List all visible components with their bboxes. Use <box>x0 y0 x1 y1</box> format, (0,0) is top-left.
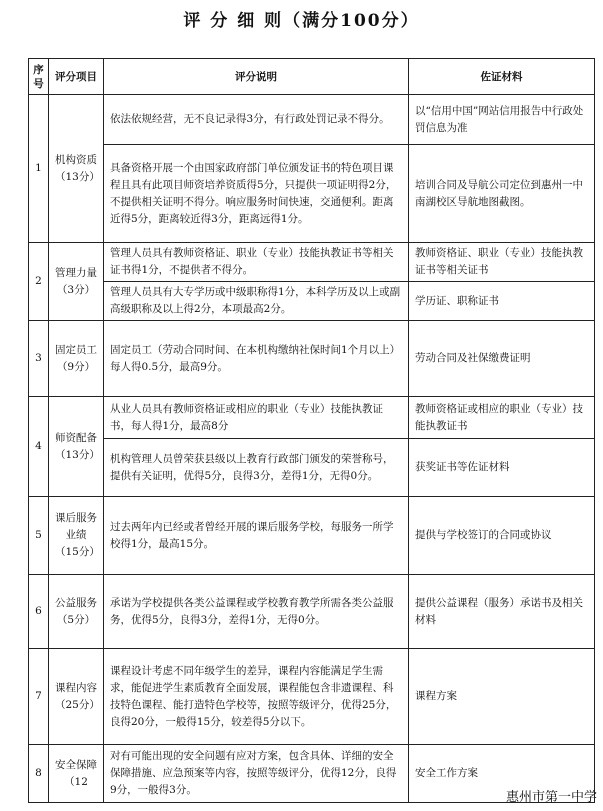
evidence-material: 提供与学校签订的合同或协议 <box>409 497 595 575</box>
evidence-material: 课程方案 <box>409 649 595 745</box>
scoring-table <box>28 58 595 803</box>
evidence-material: 教师资格证、职业（专业）技能执教证书等相关证书 <box>409 243 595 282</box>
evidence-material: 培训合同及导航公司定位到惠州一中南湖校区导航地图截图。 <box>409 145 595 243</box>
table-header-row <box>29 59 595 95</box>
score-description: 固定员工（劳动合同时间、在本机构缴纳社保时间1个月以上）每人得0.5分，最高9分。 <box>104 321 409 397</box>
row-number: 5 <box>29 497 49 575</box>
table-row <box>29 649 595 745</box>
evidence-material: 学历证、职称证书 <box>409 282 595 321</box>
row-number: 3 <box>29 321 49 397</box>
score-item: 公益服务（5分） <box>49 575 104 649</box>
table-row <box>29 497 595 575</box>
header-item: 评分项目 <box>49 59 104 95</box>
score-description: 承诺为学校提供各类公益课程或学校教育教学所需各类公益服务，优得5分，良得3分，差得1分，无得0分。 <box>104 575 409 649</box>
score-item: 机构资质（13分） <box>49 95 104 243</box>
evidence-material: 教师资格证或相应的职业（专业）技能执教证书 <box>409 397 595 439</box>
evidence-material: 提供公益课程（服务）承诺书及相关材料 <box>409 575 595 649</box>
evidence-material: 安全工作方案 <box>409 745 595 803</box>
table-row <box>29 145 595 243</box>
row-number: 2 <box>29 243 49 321</box>
header-desc: 评分说明 <box>104 59 409 95</box>
table-row <box>29 321 595 397</box>
page-title: 评 分 细 则（满分100分） <box>183 11 420 31</box>
score-item: 安全保障（12 <box>49 745 104 803</box>
score-item: 课程内容（25分） <box>49 649 104 745</box>
score-description: 具备资格开展一个由国家政府部门单位颁发证书的特色项目课程且具有此项目师资培养资质得5分，只提供一项证明得2分，不提供相关证明不得分。响应服务时间快速，交通便利。距离近得5分，距离较近得3分，距离远得1分。 <box>104 145 409 243</box>
header-no: 序号 <box>29 59 49 95</box>
score-item: 固定员工（9分） <box>49 321 104 397</box>
row-number: 6 <box>29 575 49 649</box>
score-description: 对有可能出现的安全问题有应对方案，包含具体、详细的安全保障措施、应急预案等内容，按照等级评分，优得12分，良得9分，一般得3分。 <box>104 745 409 803</box>
score-description: 课程设计考虑不同年级学生的差异，课程内容能满足学生需求，能促进学生素质教育全面发展，课程能包含非遗课程、科技特色课程、能打造特色学校等，按照等级评分，优得25分，良得20分，一般得15分，较差得5分以下。 <box>104 649 409 745</box>
score-description: 过去两年内已经或者曾经开展的课后服务学校，每服务一所学校得1分，最高15分。 <box>104 497 409 575</box>
row-number: 8 <box>29 745 49 803</box>
evidence-material: 劳动合同及社保缴费证明 <box>409 321 595 397</box>
table-row <box>29 439 595 497</box>
row-number: 1 <box>29 95 49 243</box>
score-item: 师资配备（13分） <box>49 397 104 497</box>
score-description: 依法依规经营，无不良记录得3分，有行政处罚记录不得分。 <box>104 95 409 145</box>
evidence-material: 获奖证书等佐证材料 <box>409 439 595 497</box>
evidence-material: 以“信用中国”网站信用报告中行政处罚信息为准 <box>409 95 595 145</box>
header-evidence: 佐证材料 <box>409 59 595 95</box>
score-description: 管理人员具有大专学历或中级职称得1分，本科学历及以上或副高级职称及以上得2分，本项最高2分。 <box>104 282 409 321</box>
table-row <box>29 95 595 145</box>
score-item: 管理力量（3分） <box>49 243 104 321</box>
table-row <box>29 397 595 439</box>
score-description: 机构管理人员曾荣获县级以上教育行政部门颁发的荣誉称号，提供有关证明，优得5分，良得3分，差得1分，无得0分。 <box>104 439 409 497</box>
table-row <box>29 575 595 649</box>
table-row <box>29 282 595 321</box>
score-description: 从业人员具有教师资格证或相应的职业（专业）技能执教证书，每人得1分，最高8分 <box>104 397 409 439</box>
row-number: 7 <box>29 649 49 745</box>
school-watermark: 惠州市第一中学 <box>505 790 597 805</box>
score-item: 课后服务业绩（15分） <box>49 497 104 575</box>
row-number: 4 <box>29 397 49 497</box>
score-description: 管理人员具有教师资格证、职业（专业）技能执教证书等相关证书得1分，不提供者不得分。 <box>104 243 409 282</box>
table-row <box>29 243 595 282</box>
